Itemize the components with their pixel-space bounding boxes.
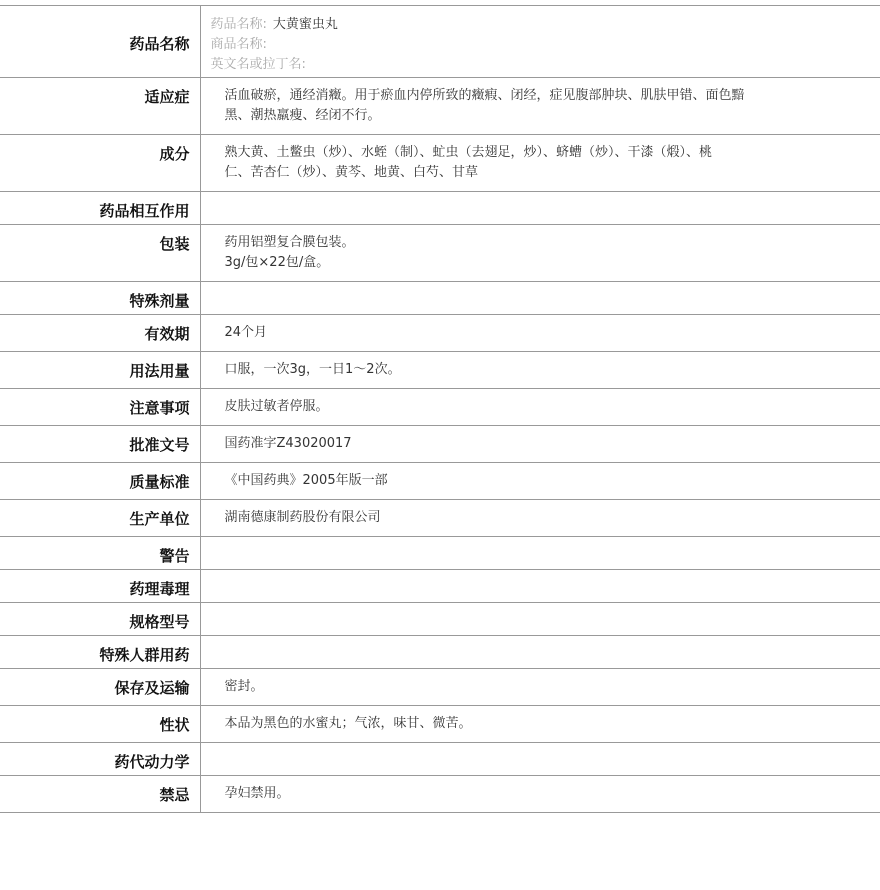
- label-storage: 保存及运输: [0, 669, 200, 706]
- value-manufacturer: 湖南德康制药股份有限公司: [200, 500, 880, 537]
- generic-name-line: [211, 15, 791, 35]
- row-ingredients: [0, 135, 880, 192]
- label-packaging: 包装: [0, 225, 200, 282]
- row-special-groups: [0, 636, 880, 669]
- row-pharmacology: [0, 570, 880, 603]
- label-special-groups: 特殊人群用药: [0, 636, 200, 669]
- row-drug-name: [0, 6, 880, 78]
- row-contraindications: [0, 776, 880, 813]
- value-pharmacokinetics: [200, 743, 880, 776]
- english-name-key: 英文名或拉丁名:: [210, 57, 306, 72]
- label-standard: 质量标准: [0, 463, 200, 500]
- value-shelf-life: 24个月: [200, 315, 880, 352]
- ingredients-line: 熟大黄、土鳖虫（炒）、水蛭（制）、虻虫（去翅足，炒）、蛴螬（炒）、干漆（煅）、桃: [224, 145, 713, 160]
- row-shelf-life: [0, 315, 880, 352]
- label-drug-name: 药品名称: [0, 6, 200, 78]
- label-ingredients: 成分: [0, 135, 200, 192]
- label-special-dosage: 特殊剂量: [0, 282, 200, 315]
- label-indication: 适应症: [0, 78, 200, 135]
- drug-info-sheet: [0, 5, 880, 813]
- value-appearance: 本品为黑色的水蜜丸；气浓，味甘、微苦。: [200, 706, 880, 743]
- value-indication: [200, 78, 880, 135]
- value-standard: 《中国药典》2005年版一部: [200, 463, 880, 500]
- trade-name-line: [211, 35, 791, 55]
- label-pharmacology: 药理毒理: [0, 570, 200, 603]
- label-pharmacokinetics: 药代动力学: [0, 743, 200, 776]
- label-manufacturer: 生产单位: [0, 500, 200, 537]
- row-precautions: [0, 389, 880, 426]
- value-usage: 口服，一次3g，一日1～2次。: [200, 352, 880, 389]
- value-pharmacology: [200, 570, 880, 603]
- row-approval: [0, 426, 880, 463]
- generic-name-key: 药品名称:: [210, 17, 267, 32]
- value-specification: [200, 603, 880, 636]
- row-manufacturer: [0, 500, 880, 537]
- label-shelf-life: 有效期: [0, 315, 200, 352]
- value-approval: 国药准字Z43020017: [200, 426, 880, 463]
- value-packaging: [200, 225, 880, 282]
- indication-line: 黑、潮热羸瘦、经闭不行。: [224, 108, 381, 123]
- value-contraindications: 孕妇禁用。: [200, 776, 880, 813]
- row-standard: [0, 463, 880, 500]
- row-packaging: [0, 225, 880, 282]
- value-special-groups: [200, 636, 880, 669]
- value-warning: [200, 537, 880, 570]
- label-usage: 用法用量: [0, 352, 200, 389]
- english-name-line: [211, 55, 791, 75]
- ingredients-line: 仁、苦杏仁（炒）、黄芩、地黄、白芍、甘草: [224, 165, 479, 180]
- row-pharmacokinetics: [0, 743, 880, 776]
- row-interactions: [0, 192, 880, 225]
- label-specification: 规格型号: [0, 603, 200, 636]
- label-precautions: 注意事项: [0, 389, 200, 426]
- row-usage: [0, 352, 880, 389]
- value-special-dosage: [200, 282, 880, 315]
- row-specification: [0, 603, 880, 636]
- drug-info-table: [0, 5, 880, 813]
- label-contraindications: 禁忌: [0, 776, 200, 813]
- row-storage: [0, 669, 880, 706]
- value-drug-names: [200, 6, 880, 78]
- indication-line: 活血破瘀，通经消癥。用于瘀血内停所致的癥瘕、闭经，症见腹部肿块、肌肤甲错、面色黯: [224, 88, 745, 103]
- value-storage: 密封。: [200, 669, 880, 706]
- packaging-line: 3g/包×22包/盒。: [224, 255, 330, 270]
- value-precautions: 皮肤过敏者停服。: [200, 389, 880, 426]
- row-warning: [0, 537, 880, 570]
- row-appearance: [0, 706, 880, 743]
- trade-name-key: 商品名称:: [210, 37, 267, 52]
- label-appearance: 性状: [0, 706, 200, 743]
- value-interactions: [200, 192, 880, 225]
- label-interactions: 药品相互作用: [0, 192, 200, 225]
- value-ingredients: [200, 135, 880, 192]
- label-approval: 批准文号: [0, 426, 200, 463]
- row-special-dosage: [0, 282, 880, 315]
- generic-name-value: 大黄蜜虫丸: [272, 17, 338, 32]
- packaging-line: 药用铝塑复合膜包装。: [224, 235, 355, 250]
- row-indication: [0, 78, 880, 135]
- label-warning: 警告: [0, 537, 200, 570]
